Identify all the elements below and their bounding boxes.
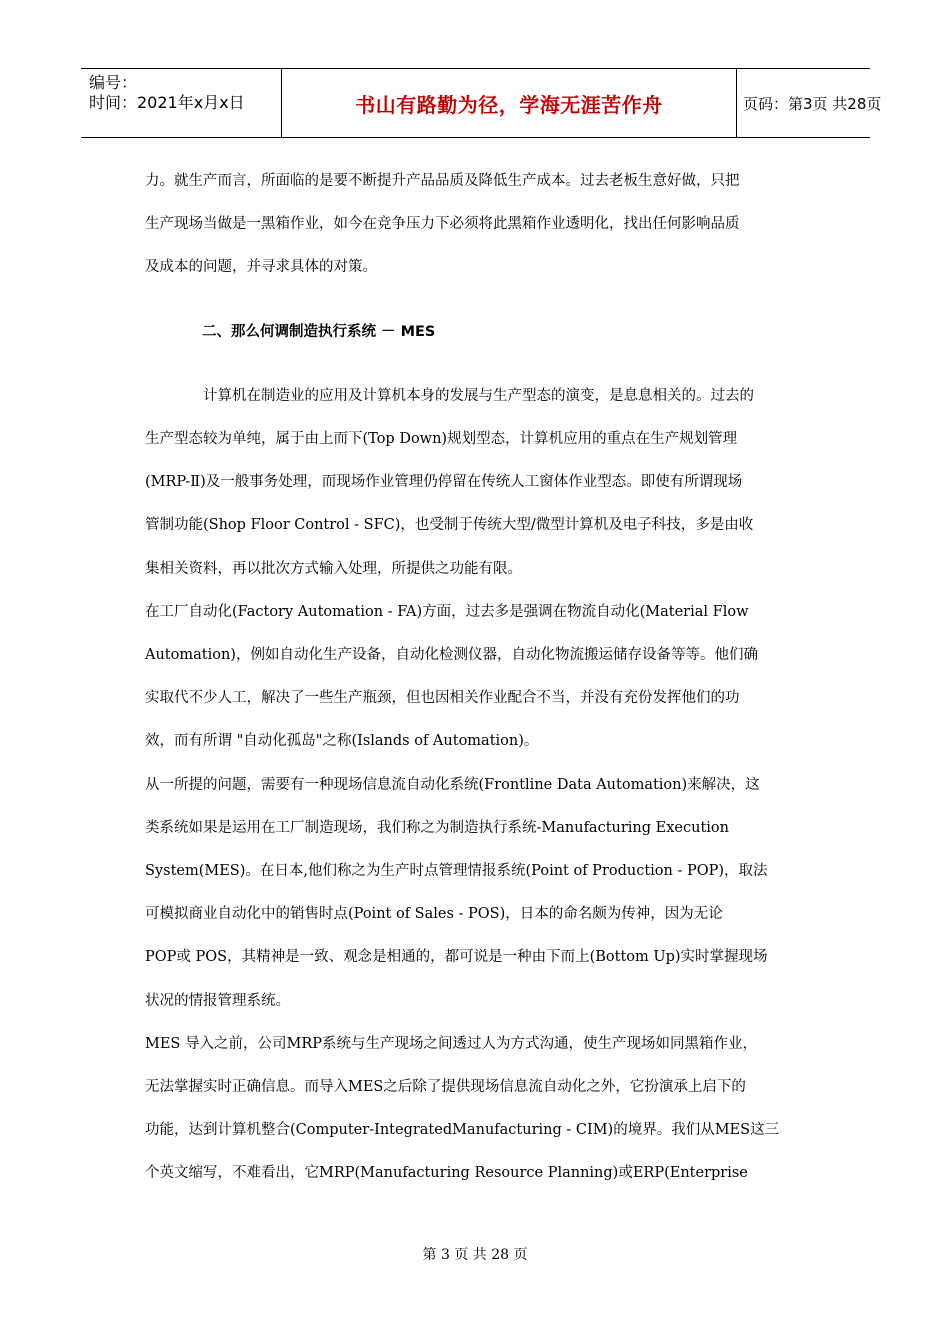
motto-text: 书山有路勤为径，学海无涯苦作舟 (355, 92, 663, 117)
text-line: System(MES)。在日本,他们称之为生产时点管理情报系统(Point of Production - POP)，取法 (145, 863, 768, 880)
text-line: 效，而有所谓 "自动化孤岛"之称(Islands of Automation)。 (145, 733, 539, 750)
paragraph-2 (145, 375, 815, 591)
text-line: 实取代不少人工，解决了一些生产瓶颈，但也因相关作业配合不当，并没有充份发挥他们的功 (145, 690, 740, 707)
text-line: 力。就生产而言，所面临的是要不断提升产品品质及降低生产成本。过去老板生意好做，只把 (145, 173, 740, 189)
text-line: 生产现场当做是一黑箱作业，如今在竞争压力下必须将此黑箱作业透明化，找出任何影响品质 (145, 216, 740, 233)
paragraph-4 (145, 764, 815, 1023)
text-line: 个英文缩写，不难看出，它MRP(Manufacturing Resource Planning)或ERP(Enterprise (145, 1165, 748, 1182)
section-heading: 二、那么何调制造执行系统 － MES (202, 323, 436, 340)
number-label: 编号： (89, 73, 138, 92)
text-line: 管制功能(Shop Floor Control - SFC)，也受制于传统大型/微型计算机及电子科技，多是由收 (145, 517, 754, 534)
header-page-info (737, 69, 882, 137)
page-info-text: 页码：第3页 共28页 (743, 94, 882, 113)
text-line: (MRP-Ⅱ)及一般事务处理，而现场作业管理仍停留在传统人工窗体作业型态。即使有所谓现场 (145, 474, 743, 491)
text-line: 及成本的问题，并寻求具体的对策。 (145, 259, 377, 276)
text-line: 状况的情报管理系统。 (145, 992, 290, 1009)
text-line: 集相关资料，再以批次方式输入处理，所提供之功能有限。 (145, 560, 522, 577)
text-line: 无法掌握实时正确信息。而导入MES之后除了提供现场信息流自动化之外，它扮演承上启下的 (145, 1079, 746, 1096)
text-line: 计算机在制造业的应用及计算机本身的发展与生产型态的演变，是息息相关的。过去的 (145, 387, 754, 404)
text-line: 功能，达到计算机整合(Computer-IntegratedManufacturing - CIM)的境界。我们从MES这三 (145, 1122, 780, 1139)
text-line: POP或 POS，其精神是一致、观念是相通的，都可说是一种由下而上(Bottom Up)实时掌握现场 (145, 949, 768, 966)
text-line: 从一所提的问题，需要有一种现场信息流自动化系统(Frontline Data Automation)来解决，这 (145, 776, 760, 793)
text-line: MES 导入之前，公司MRP系统与生产现场之间透过人为方式沟通，使生产现场如同黑箱作业， (145, 1035, 757, 1052)
text-line: 类系统如果是运用在工厂制造现场，我们称之为制造执行系统-Manufacturing Execution (145, 819, 729, 836)
text-line: 可模拟商业自动化中的销售时点(Point of Sales - POS)，日本的命名颇为传神，因为无论 (145, 906, 723, 923)
paragraph-3 (145, 591, 815, 764)
paragraph-1 (145, 160, 815, 290)
text-line: 生产型态较为单纯，属于由上而下(Top Down)规划型态，计算机应用的重点在生产规划管理 (145, 431, 738, 448)
header-meta (81, 69, 281, 137)
text-line: Automation)，例如自动化生产设备，自动化检测仪器，自动化物流搬运储存设备等等。他们确 (145, 647, 758, 664)
page-header (81, 68, 882, 138)
text-line: 在工厂自动化(Factory Automation - FA)方面，过去多是强调在物流自动化(Material Flow (145, 603, 749, 620)
time-label: 时间：2021年x月x日 (89, 93, 245, 112)
footer-page-number: 第 3 页 共 28 页 (422, 1247, 528, 1263)
header-motto-cell (281, 69, 737, 137)
paragraph-5 (145, 1023, 815, 1196)
page-footer (0, 1244, 950, 1264)
document-body (145, 160, 815, 1196)
